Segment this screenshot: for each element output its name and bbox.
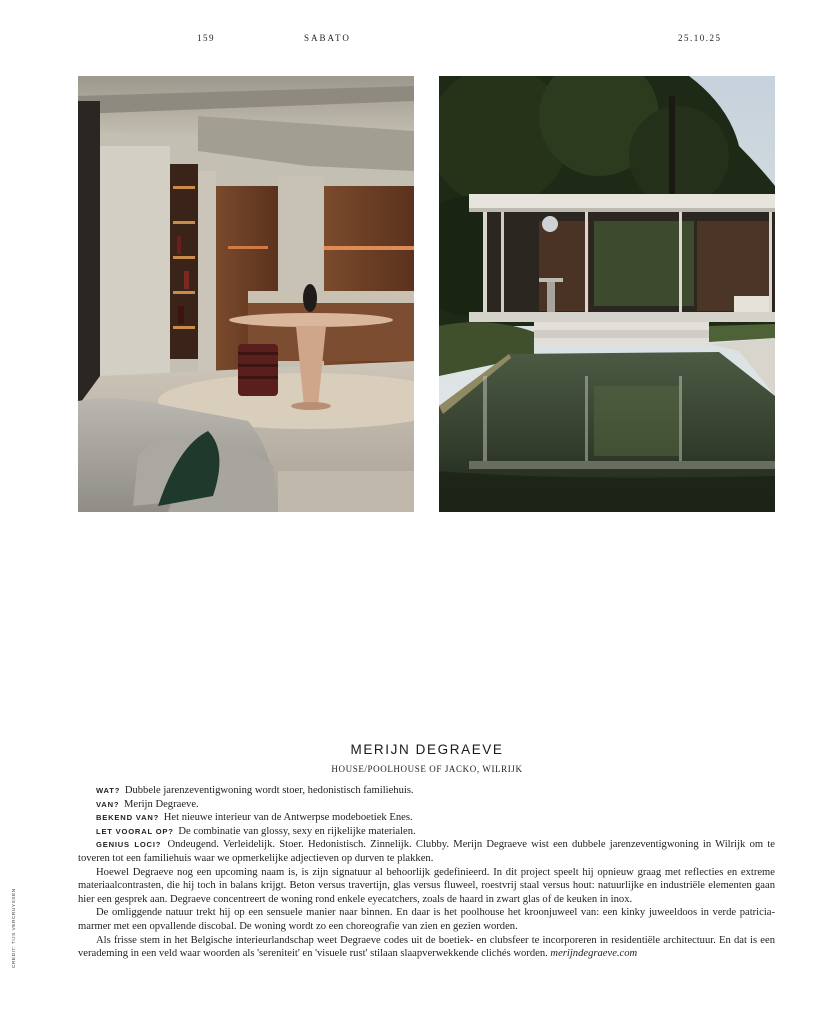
qa-genius-loci xyxy=(78,838,775,865)
qa-label: LET VOORAL OP? xyxy=(96,826,174,836)
qa-answer: De combinatie van glossy, sexy en rijkelijke materialen. xyxy=(178,825,416,837)
article-subtitle: HOUSE/POOLHOUSE OF JACKO, WILRIJK xyxy=(331,764,523,774)
qa-what xyxy=(78,784,775,798)
qa-by xyxy=(78,798,775,812)
article-title: MERIJN DEGRAEVE xyxy=(350,742,504,757)
article-body xyxy=(78,784,775,961)
qa-known-for xyxy=(78,811,775,825)
body-paragraph-text: Als frisse stem in het Belgische interieurlandschap weet Degraeve codes uit de boetiek- en clubsfeer te incorporeren in residentiële architectuur. En dat is een verademing in een veld waar woorden als 'sereniteit' en 'visuele rust' stilaan slaapverwekkende clichés worden. xyxy=(78,934,775,960)
qa-label: BEKEND VAN? xyxy=(96,813,160,823)
page-number: 159 xyxy=(197,33,215,43)
photo-credit: CREDIT: TIJS VERCRUYSSEN xyxy=(12,888,17,968)
issue-date: 25.10.25 xyxy=(678,33,722,43)
qa-answer: Merijn Degraeve. xyxy=(123,798,199,810)
qa-label: WAT? xyxy=(96,786,121,795)
qa-answer: Dubbele jarenzeventigwoning wordt stoer, hedonistisch familiehuis. xyxy=(124,785,414,796)
qa-label: VAN? xyxy=(96,799,120,809)
website-link[interactable]: merijndegraeve.com xyxy=(550,948,638,960)
magazine-name: SABATO xyxy=(304,33,351,43)
interior-photo xyxy=(78,76,414,512)
body-paragraph: Hoewel Degraeve nog een upcoming naam is, is zijn signatuur al behoorlijk gedefinieerd. In dit project speelt hij opnieuw graag met reflecties en extreme materiaalcontrasten, die hij toch in balans krijgt. Beton versus travertijn, glas versus fluweel, roestvrij staal versus hout: natuurlijke en industriële elementen gaan hier een gesprek aan. Degraeve concentreert de woning rond enkele eyecatchers, zoals de haard in zwart glas of de keuken in inox. xyxy=(78,866,775,905)
qa-answer: Ondeugend. Verleidelijk. Stoer. Hedonistisch. Zinnelijk. Clubby. Merijn Degraeve wist een dubbele jarenzeventigwoning in Wilrijk om te toveren tot een familiehuis waar we opmerkelijke adjectieven op durven te plakken. xyxy=(78,839,775,864)
qa-note xyxy=(78,825,775,839)
qa-answer: Het nieuwe interieur van de Antwerpse modeboetiek Enes. xyxy=(163,812,413,824)
qa-label: GENIUS LOCI? xyxy=(96,840,162,850)
body-paragraph xyxy=(78,934,775,961)
poolhouse-photo xyxy=(439,76,775,512)
body-paragraph: De omliggende natuur trekt hij op een sensuele manier naar binnen. En daar is het poolhouse het kroonjuweel van: een kinky juweeldoos in verde patricia-marmer met een opvallende discobal. De woning wordt zo een choreografie van zien en gezien worden. xyxy=(78,907,775,932)
